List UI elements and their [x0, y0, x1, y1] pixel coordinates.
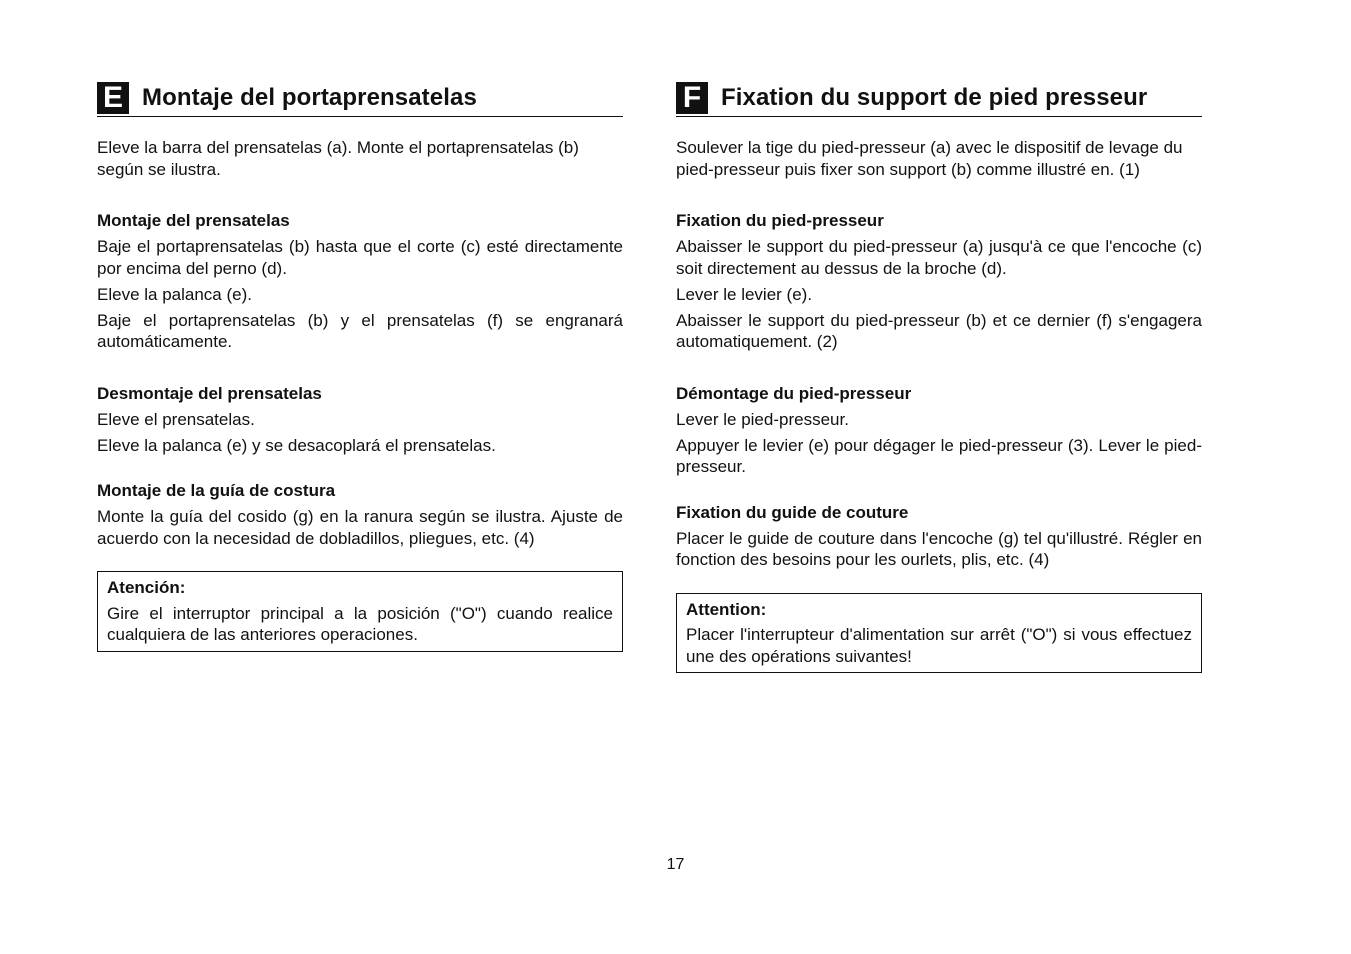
- subheading: Montaje de la guía de costura: [97, 481, 336, 500]
- section-f: [676, 80, 1202, 673]
- section-e-title: Montaje del portaprensatelas: [142, 83, 477, 111]
- paragraph: Lever le levier (e).: [676, 284, 813, 304]
- section-f-fixation: [676, 210, 1202, 353]
- notice-text: Placer l'interrupteur d'alimentation sur arrêt ("O") si vous effectuez une des opérations suivantes!: [686, 625, 1192, 666]
- subheading: Desmontaje del prensatelas: [97, 383, 322, 403]
- notice-heading: Attention:: [686, 599, 767, 619]
- paragraph: Eleve la palanca (e) y se desacoplará el prensatelas.: [97, 435, 496, 455]
- subheading: Fixation du pied-presseur: [676, 211, 884, 230]
- paragraph: Eleve la palanca (e).: [97, 284, 252, 304]
- paragraph: Placer le guide de couture dans l'encoche (g) tel qu'illustré. Régler en fonction des besoins pour les ourlets, plis, etc. (4): [676, 528, 1202, 569]
- paragraph: Baje el portaprensatelas (b) y el prensatelas (f) se engranará automáticamente.: [97, 310, 623, 351]
- paragraph: Abaisser le support du pied-presseur (a) jusqu'à ce que l'encoche (c) soit directement au dessus de la broche (d).: [676, 237, 1202, 278]
- section-e: [97, 80, 623, 652]
- paragraph: Baje el portaprensatelas (b) hasta que el corte (c) esté directamente por encima del perno (d).: [97, 237, 623, 278]
- section-f-badge: F: [676, 82, 708, 114]
- section-f-notice: [676, 593, 1202, 674]
- subheading: Démontage du pied-presseur: [676, 383, 912, 403]
- section-f-header: [676, 80, 1202, 117]
- section-f-intro: Soulever la tige du pied-presseur (a) avec le dispositif de levage du pied-presseur puis fixer son support (b) comme illustré en. (1): [676, 138, 1183, 179]
- paragraph: Abaisser le support du pied-presseur (b) et ce dernier (f) s'engagera automatiquement. (2): [676, 310, 1202, 351]
- subheading: Fixation du guide de couture: [676, 502, 909, 522]
- paragraph: Eleve el prensatelas.: [97, 409, 255, 429]
- section-f-demontage: [676, 383, 1202, 478]
- notice-text: Gire el interruptor principal a la posición ("O") cuando realice cualquiera de las anteriores operaciones.: [107, 603, 613, 644]
- section-e-desmontaje: [97, 383, 623, 457]
- section-e-notice: [97, 571, 623, 652]
- notice-heading: Atención:: [107, 578, 186, 597]
- paragraph: Monte la guía del cosido (g) en la ranura según se ilustra. Ajuste de acuerdo con la necesidad de dobladillos, pliegues, etc. (4): [97, 507, 623, 548]
- section-e-header: [97, 80, 623, 117]
- section-e-badge: E: [97, 82, 129, 114]
- paragraph: Lever le pied-presseur.: [676, 409, 849, 429]
- section-f-guide: [676, 502, 1202, 571]
- page-number: 17: [666, 856, 685, 873]
- section-e-guia: [97, 480, 623, 549]
- section-e-montaje: [97, 210, 623, 353]
- section-e-intro: Eleve la barra del prensatelas (a). Monte el portaprensatelas (b) según se ilustra.: [97, 138, 579, 179]
- paragraph: Appuyer le levier (e) pour dégager le pied-presseur (3). Lever le pied-presseur.: [676, 435, 1202, 476]
- subheading: Montaje del prensatelas: [97, 211, 290, 230]
- section-f-title: Fixation du support de pied presseur: [721, 83, 1148, 111]
